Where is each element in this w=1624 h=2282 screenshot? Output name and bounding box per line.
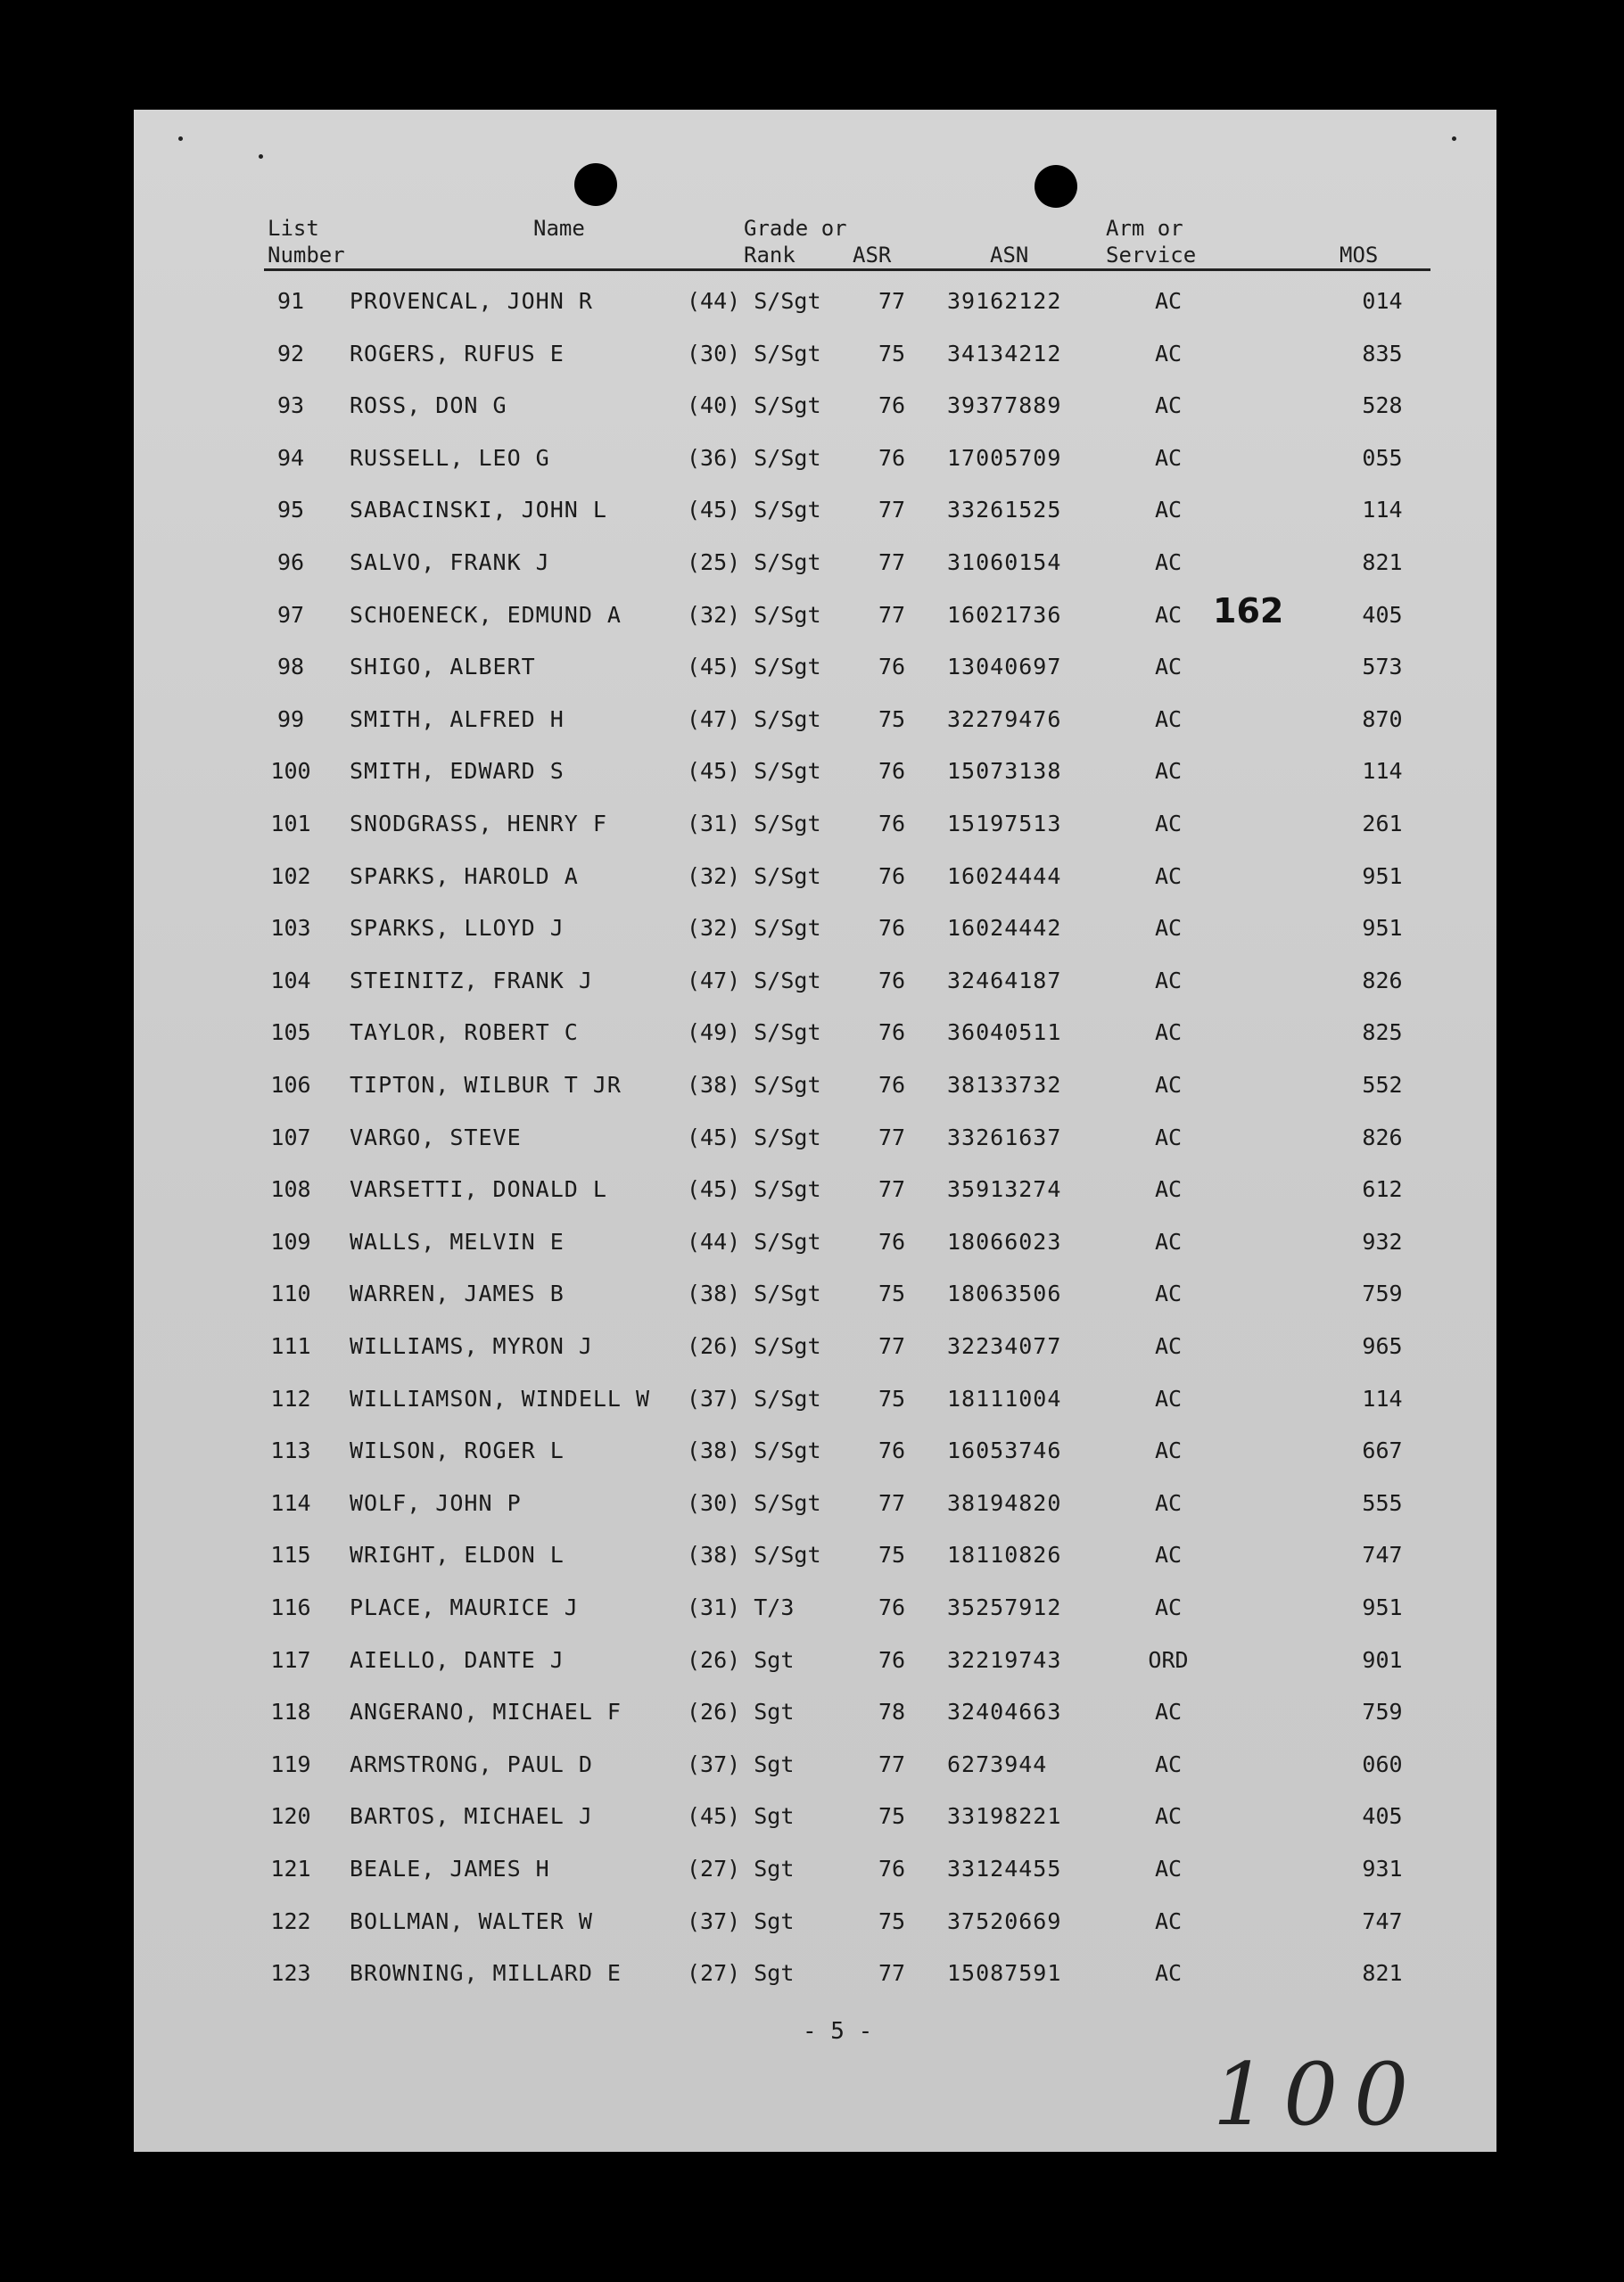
cell-name: BARTOS, MICHAEL J bbox=[350, 1803, 593, 1830]
cell-grade: (45) S/Sgt bbox=[687, 654, 821, 680]
header-grade-line2: Rank bbox=[744, 243, 796, 268]
cell-name: SHIGO, ALBERT bbox=[350, 654, 536, 680]
header-asr-text: ASR bbox=[853, 243, 892, 268]
cell-mos: 747 bbox=[1362, 1907, 1403, 1934]
cell-mos: 612 bbox=[1362, 1176, 1403, 1203]
cell-num: 106 bbox=[270, 1072, 311, 1098]
cell-arm: AC bbox=[1154, 967, 1183, 993]
cell-grade: (38) S/Sgt bbox=[687, 1542, 821, 1569]
cell-num: 119 bbox=[270, 1751, 311, 1777]
cell-arm: AC bbox=[1154, 497, 1183, 523]
table-row bbox=[134, 1072, 1496, 1108]
header-asn bbox=[990, 242, 1028, 268]
cell-asr: 77 bbox=[878, 601, 906, 628]
cell-grade: (45) S/Sgt bbox=[687, 1176, 821, 1203]
cell-name: WILLIAMSON, WINDELL W bbox=[350, 1385, 651, 1412]
cell-grade: (31) T/3 bbox=[687, 1594, 795, 1620]
cell-arm: AC bbox=[1154, 1333, 1183, 1359]
cell-asr: 76 bbox=[878, 1072, 906, 1098]
cell-grade: (31) S/Sgt bbox=[687, 811, 821, 836]
table-row bbox=[134, 1176, 1496, 1212]
cell-name: PLACE, MAURICE J bbox=[350, 1594, 579, 1620]
header-list-line1: List bbox=[268, 216, 319, 241]
cell-grade: (38) S/Sgt bbox=[687, 1281, 821, 1307]
cell-asr: 76 bbox=[878, 862, 906, 889]
table-row bbox=[134, 706, 1496, 742]
cell-asr: 76 bbox=[878, 1438, 906, 1464]
cell-arm: AC bbox=[1154, 1856, 1183, 1882]
cell-arm: AC bbox=[1154, 1124, 1183, 1150]
cell-name: STEINITZ, FRANK J bbox=[350, 967, 593, 993]
cell-grade: (44) S/Sgt bbox=[687, 1228, 821, 1255]
cell-mos: 951 bbox=[1362, 1594, 1403, 1620]
speck bbox=[259, 154, 263, 159]
cell-mos: 060 bbox=[1362, 1751, 1403, 1777]
table-row bbox=[134, 602, 1496, 638]
cell-name: RUSSELL, LEO G bbox=[350, 444, 550, 471]
table-row bbox=[134, 1229, 1496, 1265]
cell-asr: 76 bbox=[878, 811, 906, 836]
header-name bbox=[533, 215, 585, 242]
cell-grade: (45) S/Sgt bbox=[687, 758, 821, 785]
cell-grade: (26) Sgt bbox=[687, 1646, 795, 1673]
cell-asn: 38133732 bbox=[947, 1072, 1062, 1098]
cell-num: 100 bbox=[270, 758, 311, 785]
cell-grade: (30) S/Sgt bbox=[687, 1489, 821, 1516]
cell-grade: (38) S/Sgt bbox=[687, 1438, 821, 1464]
cell-mos: 825 bbox=[1362, 1019, 1403, 1046]
cell-arm: AC bbox=[1154, 288, 1183, 314]
cell-asn: 39162122 bbox=[947, 288, 1062, 314]
cell-asr: 77 bbox=[878, 1489, 906, 1516]
cell-asr: 77 bbox=[878, 1751, 906, 1777]
cell-num: 101 bbox=[270, 811, 311, 836]
cell-num: 105 bbox=[270, 1019, 311, 1046]
cell-num: 99 bbox=[276, 705, 305, 732]
cell-arm: AC bbox=[1154, 654, 1183, 680]
cell-num: 91 bbox=[276, 288, 305, 314]
cell-grade: (44) S/Sgt bbox=[687, 288, 821, 314]
page-number: - 5 - bbox=[803, 2018, 873, 2045]
table-row bbox=[134, 1438, 1496, 1473]
punch-hole-left bbox=[574, 163, 617, 206]
cell-asn: 16024442 bbox=[947, 915, 1062, 942]
header-name-text: Name bbox=[533, 216, 585, 241]
cell-asr: 75 bbox=[878, 1385, 906, 1412]
cell-arm: AC bbox=[1154, 1019, 1183, 1046]
cell-name: TIPTON, WILBUR T JR bbox=[350, 1072, 622, 1098]
cell-asr: 77 bbox=[878, 288, 906, 314]
cell-asr: 77 bbox=[878, 1176, 906, 1203]
cell-name: BOLLMAN, WALTER W bbox=[350, 1907, 593, 1934]
table-row bbox=[134, 1751, 1496, 1787]
cell-asn: 39377889 bbox=[947, 392, 1062, 419]
cell-grade: (25) S/Sgt bbox=[687, 549, 821, 575]
cell-mos: 528 bbox=[1362, 392, 1403, 419]
table-row bbox=[134, 288, 1496, 324]
table-row bbox=[134, 1281, 1496, 1316]
cell-mos: 552 bbox=[1362, 1072, 1403, 1098]
cell-asn: 15197513 bbox=[947, 811, 1062, 836]
cell-mos: 667 bbox=[1362, 1438, 1403, 1464]
cell-arm: AC bbox=[1154, 1228, 1183, 1255]
table-row bbox=[134, 968, 1496, 1003]
cell-num: 94 bbox=[276, 444, 305, 471]
table-row bbox=[134, 1019, 1496, 1055]
cell-asr: 77 bbox=[878, 497, 906, 523]
cell-asn: 18110826 bbox=[947, 1542, 1062, 1569]
cell-grade: (32) S/Sgt bbox=[687, 601, 821, 628]
cell-asn: 33261637 bbox=[947, 1124, 1062, 1150]
cell-asr: 78 bbox=[878, 1699, 906, 1726]
cell-asn: 35257912 bbox=[947, 1594, 1062, 1620]
cell-asr: 76 bbox=[878, 915, 906, 942]
cell-name: SMITH, ALFRED H bbox=[350, 705, 565, 732]
document-page bbox=[134, 110, 1496, 2152]
cell-num: 118 bbox=[270, 1699, 311, 1726]
table-row bbox=[134, 1699, 1496, 1734]
cell-name: WALLS, MELVIN E bbox=[350, 1228, 565, 1255]
cell-num: 93 bbox=[276, 392, 305, 419]
cell-arm: AC bbox=[1154, 862, 1183, 889]
cell-name: BEALE, JAMES H bbox=[350, 1856, 550, 1882]
cell-arm: AC bbox=[1154, 1438, 1183, 1464]
cell-mos: 747 bbox=[1362, 1542, 1403, 1569]
cell-mos: 932 bbox=[1362, 1228, 1403, 1255]
cell-mos: 114 bbox=[1362, 497, 1403, 523]
cell-name: SMITH, EDWARD S bbox=[350, 758, 565, 785]
cell-arm: AC bbox=[1154, 811, 1183, 836]
cell-num: 96 bbox=[276, 549, 305, 575]
stamp-number: 162 bbox=[1213, 591, 1284, 630]
header-arm-line2: Service bbox=[1106, 243, 1197, 268]
cell-num: 122 bbox=[270, 1907, 311, 1934]
cell-arm: ORD bbox=[1148, 1646, 1189, 1673]
cell-asn: 32404663 bbox=[947, 1699, 1062, 1726]
header-underline bbox=[264, 268, 1430, 271]
cell-num: 110 bbox=[270, 1281, 311, 1307]
cell-name: AIELLO, DANTE J bbox=[350, 1646, 565, 1673]
cell-mos: 951 bbox=[1362, 862, 1403, 889]
cell-name: WOLF, JOHN P bbox=[350, 1489, 522, 1516]
cell-mos: 931 bbox=[1362, 1856, 1403, 1882]
header-asr bbox=[853, 242, 891, 268]
cell-name: VARSETTI, DONALD L bbox=[350, 1176, 607, 1203]
table-row bbox=[134, 392, 1496, 428]
cell-asr: 76 bbox=[878, 654, 906, 680]
cell-asr: 75 bbox=[878, 1803, 906, 1830]
cell-asn: 32219743 bbox=[947, 1646, 1062, 1673]
table-row bbox=[134, 1856, 1496, 1891]
table-row bbox=[134, 1960, 1496, 1996]
cell-asr: 77 bbox=[878, 1960, 906, 1987]
cell-asn: 32464187 bbox=[947, 967, 1062, 993]
cell-num: 95 bbox=[276, 497, 305, 523]
cell-arm: AC bbox=[1154, 1176, 1183, 1203]
cell-num: 103 bbox=[270, 915, 311, 942]
cell-name: SNODGRASS, HENRY F bbox=[350, 811, 607, 836]
cell-grade: (27) Sgt bbox=[687, 1960, 795, 1987]
cell-asn: 18063506 bbox=[947, 1281, 1062, 1307]
handwritten-note: 100 bbox=[1213, 2045, 1425, 2145]
cell-num: 104 bbox=[270, 967, 311, 993]
cell-grade: (45) S/Sgt bbox=[687, 497, 821, 523]
table-row bbox=[134, 915, 1496, 951]
cell-grade: (45) S/Sgt bbox=[687, 1124, 821, 1150]
cell-asn: 32279476 bbox=[947, 705, 1062, 732]
cell-name: ARMSTRONG, PAUL D bbox=[350, 1751, 593, 1777]
table-row bbox=[134, 1333, 1496, 1369]
cell-grade: (47) S/Sgt bbox=[687, 967, 821, 993]
cell-name: SPARKS, LLOYD J bbox=[350, 915, 565, 942]
cell-name: WRIGHT, ELDON L bbox=[350, 1542, 565, 1569]
cell-arm: AC bbox=[1154, 1542, 1183, 1569]
cell-asn: 31060154 bbox=[947, 549, 1062, 575]
cell-name: WILSON, ROGER L bbox=[350, 1438, 565, 1464]
cell-arm: AC bbox=[1154, 1751, 1183, 1777]
cell-asn: 37520669 bbox=[947, 1907, 1062, 1934]
cell-grade: (37) Sgt bbox=[687, 1751, 795, 1777]
cell-arm: AC bbox=[1154, 1699, 1183, 1726]
cell-arm: AC bbox=[1154, 1489, 1183, 1516]
cell-mos: 835 bbox=[1362, 340, 1403, 367]
cell-asn: 34134212 bbox=[947, 340, 1062, 367]
cell-num: 117 bbox=[270, 1646, 311, 1673]
cell-name: WILLIAMS, MYRON J bbox=[350, 1333, 593, 1359]
cell-num: 108 bbox=[270, 1176, 311, 1203]
cell-arm: AC bbox=[1154, 915, 1183, 942]
speck bbox=[1452, 136, 1456, 141]
cell-num: 116 bbox=[270, 1594, 311, 1620]
cell-name: SPARKS, HAROLD A bbox=[350, 862, 579, 889]
cell-asr: 75 bbox=[878, 340, 906, 367]
cell-asn: 38194820 bbox=[947, 1489, 1062, 1516]
cell-mos: 114 bbox=[1362, 758, 1403, 785]
cell-arm: AC bbox=[1154, 1803, 1183, 1830]
cell-name: VARGO, STEVE bbox=[350, 1124, 522, 1150]
cell-asr: 76 bbox=[878, 758, 906, 785]
cell-grade: (47) S/Sgt bbox=[687, 705, 821, 732]
cell-asn: 15087591 bbox=[947, 1960, 1062, 1987]
speck bbox=[178, 136, 183, 141]
cell-mos: 014 bbox=[1362, 288, 1403, 314]
cell-asn: 32234077 bbox=[947, 1333, 1062, 1359]
cell-num: 123 bbox=[270, 1960, 311, 1987]
table-row bbox=[134, 1386, 1496, 1421]
cell-arm: AC bbox=[1154, 549, 1183, 575]
cell-mos: 901 bbox=[1362, 1646, 1403, 1673]
cell-name: ROGERS, RUFUS E bbox=[350, 340, 565, 367]
cell-asr: 76 bbox=[878, 967, 906, 993]
cell-asn: 18066023 bbox=[947, 1228, 1062, 1255]
cell-name: SCHOENECK, EDMUND A bbox=[350, 601, 622, 628]
cell-num: 102 bbox=[270, 862, 311, 889]
table-row bbox=[134, 758, 1496, 794]
table-row bbox=[134, 341, 1496, 376]
cell-mos: 759 bbox=[1362, 1281, 1403, 1307]
cell-mos: 405 bbox=[1362, 1803, 1403, 1830]
cell-arm: AC bbox=[1154, 1594, 1183, 1620]
cell-grade: (37) S/Sgt bbox=[687, 1385, 821, 1412]
cell-num: 111 bbox=[270, 1333, 311, 1359]
cell-arm: AC bbox=[1154, 1281, 1183, 1307]
cell-grade: (32) S/Sgt bbox=[687, 862, 821, 889]
table-row bbox=[134, 654, 1496, 689]
cell-name: SABACINSKI, JOHN L bbox=[350, 497, 607, 523]
table-row bbox=[134, 1542, 1496, 1578]
cell-name: ROSS, DON G bbox=[350, 392, 507, 419]
cell-asn: 16024444 bbox=[947, 862, 1062, 889]
header-mos bbox=[1340, 242, 1378, 268]
header-grade bbox=[744, 215, 847, 268]
cell-mos: 114 bbox=[1362, 1385, 1403, 1412]
cell-arm: AC bbox=[1154, 705, 1183, 732]
cell-num: 114 bbox=[270, 1489, 311, 1516]
cell-asn: 18111004 bbox=[947, 1385, 1062, 1412]
cell-asn: 16053746 bbox=[947, 1438, 1062, 1464]
header-list-number bbox=[268, 215, 345, 268]
cell-asn: 17005709 bbox=[947, 444, 1062, 471]
cell-num: 107 bbox=[270, 1124, 311, 1150]
header-asn-text: ASN bbox=[990, 243, 1029, 268]
cell-name: PROVENCAL, JOHN R bbox=[350, 288, 593, 314]
cell-mos: 826 bbox=[1362, 967, 1403, 993]
cell-asr: 77 bbox=[878, 1333, 906, 1359]
cell-mos: 870 bbox=[1362, 705, 1403, 732]
cell-asn: 13040697 bbox=[947, 654, 1062, 680]
cell-asn: 36040511 bbox=[947, 1019, 1062, 1046]
cell-mos: 261 bbox=[1362, 811, 1403, 836]
cell-arm: AC bbox=[1154, 1907, 1183, 1934]
cell-num: 115 bbox=[270, 1542, 311, 1569]
cell-grade: (38) S/Sgt bbox=[687, 1072, 821, 1098]
cell-num: 109 bbox=[270, 1228, 311, 1255]
cell-grade: (32) S/Sgt bbox=[687, 915, 821, 942]
cell-asr: 76 bbox=[878, 392, 906, 419]
cell-grade: (45) Sgt bbox=[687, 1803, 795, 1830]
cell-asn: 33198221 bbox=[947, 1803, 1062, 1830]
punch-hole-right bbox=[1035, 165, 1077, 208]
cell-mos: 826 bbox=[1362, 1124, 1403, 1150]
header-mos-text: MOS bbox=[1340, 243, 1379, 268]
table-row bbox=[134, 1594, 1496, 1630]
cell-asr: 75 bbox=[878, 1281, 906, 1307]
cell-grade: (40) S/Sgt bbox=[687, 392, 821, 419]
table-row bbox=[134, 863, 1496, 899]
cell-num: 121 bbox=[270, 1856, 311, 1882]
cell-mos: 821 bbox=[1362, 549, 1403, 575]
cell-name: WARREN, JAMES B bbox=[350, 1281, 565, 1307]
cell-mos: 055 bbox=[1362, 444, 1403, 471]
cell-mos: 759 bbox=[1362, 1699, 1403, 1726]
header-list-line2: Number bbox=[268, 243, 345, 268]
cell-mos: 951 bbox=[1362, 915, 1403, 942]
cell-arm: AC bbox=[1154, 1072, 1183, 1098]
cell-name: BROWNING, MILLARD E bbox=[350, 1960, 622, 1987]
cell-arm: AC bbox=[1154, 758, 1183, 785]
cell-arm: AC bbox=[1154, 601, 1183, 628]
cell-asn: 33124455 bbox=[947, 1856, 1062, 1882]
cell-asn: 6273944 bbox=[947, 1751, 1048, 1777]
cell-asr: 76 bbox=[878, 1228, 906, 1255]
cell-asr: 76 bbox=[878, 1019, 906, 1046]
cell-asr: 75 bbox=[878, 1542, 906, 1569]
cell-arm: AC bbox=[1154, 1960, 1183, 1987]
cell-num: 92 bbox=[276, 340, 305, 367]
cell-asn: 35913274 bbox=[947, 1176, 1062, 1203]
cell-mos: 965 bbox=[1362, 1333, 1403, 1359]
cell-mos: 555 bbox=[1362, 1489, 1403, 1516]
cell-num: 97 bbox=[276, 601, 305, 628]
cell-asr: 75 bbox=[878, 705, 906, 732]
cell-arm: AC bbox=[1154, 1385, 1183, 1412]
table-row bbox=[134, 1647, 1496, 1683]
cell-asr: 75 bbox=[878, 1907, 906, 1934]
cell-arm: AC bbox=[1154, 340, 1183, 367]
cell-arm: AC bbox=[1154, 392, 1183, 419]
table-row bbox=[134, 1490, 1496, 1526]
cell-grade: (26) Sgt bbox=[687, 1699, 795, 1726]
cell-asr: 76 bbox=[878, 1646, 906, 1673]
cell-asr: 76 bbox=[878, 1594, 906, 1620]
cell-asn: 15073138 bbox=[947, 758, 1062, 785]
cell-num: 98 bbox=[276, 654, 305, 680]
cell-grade: (26) S/Sgt bbox=[687, 1333, 821, 1359]
cell-name: TAYLOR, ROBERT C bbox=[350, 1019, 579, 1046]
table-row bbox=[134, 1125, 1496, 1160]
cell-asn: 16021736 bbox=[947, 601, 1062, 628]
cell-asr: 76 bbox=[878, 444, 906, 471]
cell-num: 112 bbox=[270, 1385, 311, 1412]
cell-grade: (37) Sgt bbox=[687, 1907, 795, 1934]
cell-grade: (27) Sgt bbox=[687, 1856, 795, 1882]
cell-asn: 33261525 bbox=[947, 497, 1062, 523]
cell-name: SALVO, FRANK J bbox=[350, 549, 550, 575]
cell-mos: 573 bbox=[1362, 654, 1403, 680]
cell-mos: 821 bbox=[1362, 1960, 1403, 1987]
cell-num: 120 bbox=[270, 1803, 311, 1830]
cell-asr: 77 bbox=[878, 549, 906, 575]
header-arm-line1: Arm or bbox=[1106, 216, 1183, 241]
cell-grade: (36) S/Sgt bbox=[687, 444, 821, 471]
table-row bbox=[134, 445, 1496, 481]
table-row bbox=[134, 811, 1496, 846]
table-row bbox=[134, 497, 1496, 532]
cell-asr: 76 bbox=[878, 1856, 906, 1882]
header-arm bbox=[1106, 215, 1196, 268]
cell-grade: (49) S/Sgt bbox=[687, 1019, 821, 1046]
cell-asr: 77 bbox=[878, 1124, 906, 1150]
cell-mos: 405 bbox=[1362, 601, 1403, 628]
cell-grade: (30) S/Sgt bbox=[687, 340, 821, 367]
table-row bbox=[134, 1908, 1496, 1944]
cell-name: ANGERANO, MICHAEL F bbox=[350, 1699, 622, 1726]
cell-num: 113 bbox=[270, 1438, 311, 1464]
table-row bbox=[134, 1803, 1496, 1839]
cell-arm: AC bbox=[1154, 444, 1183, 471]
header-grade-line1: Grade or bbox=[744, 216, 847, 241]
table-row bbox=[134, 549, 1496, 585]
